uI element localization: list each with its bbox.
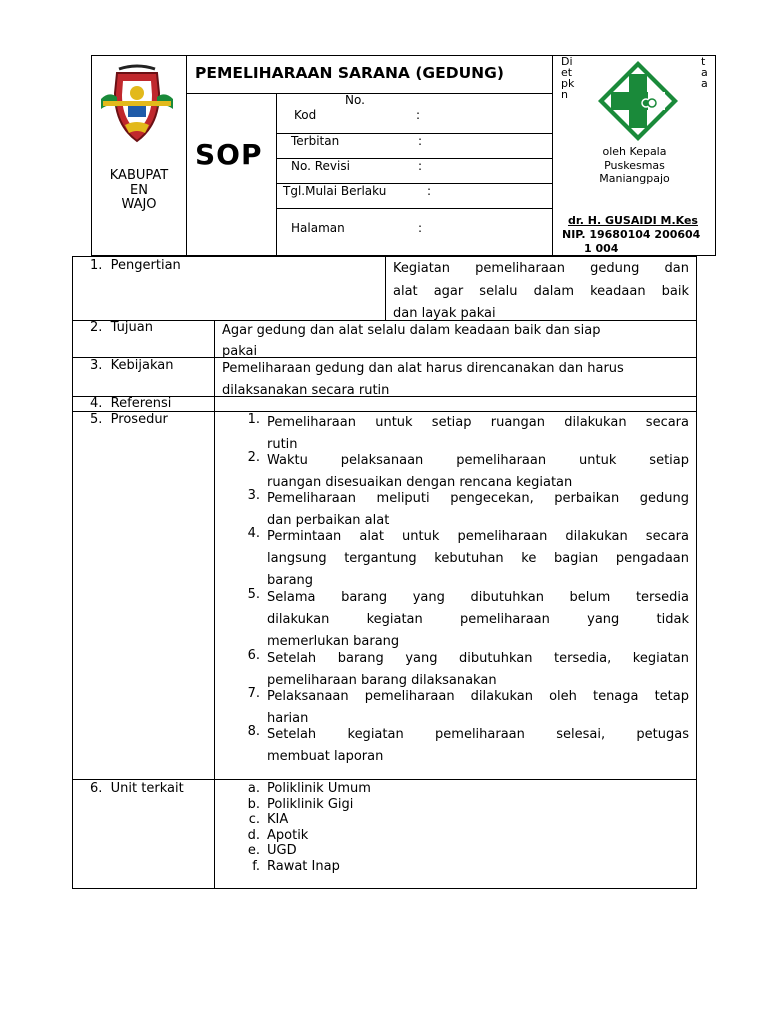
field-tgl-colon: : xyxy=(427,184,432,198)
list-item: 7. Pelaksanaan pemeliharaan dilakukan oleh tenaga tetap harian xyxy=(247,686,689,726)
kebijakan-label: 3. Kebijakan xyxy=(90,358,174,373)
field-halaman-label: Halaman xyxy=(291,221,345,235)
list-item: 1. Pemeliharaan untuk setiap ruangan dilakukan secara rutin xyxy=(247,412,689,452)
field-kode-label: Kod xyxy=(294,108,317,122)
tujuan-text: Agar gedung dan alat selalu dalam keadaan baik dan siap pakai xyxy=(222,323,601,359)
field-terbitan-label: Terbitan xyxy=(291,134,340,148)
approval-text-left: Di et pk n xyxy=(561,55,575,101)
field-halaman-colon: : xyxy=(418,221,423,235)
unit-terkait-label: 6. Unit terkait xyxy=(90,781,184,796)
puskesmas-logo xyxy=(597,60,679,142)
list-item: 2. Waktu pelaksanaan pemeliharaan untuk setiap ruangan disesuaikan dengan rencana kegiatan xyxy=(247,450,689,490)
document-title: PEMELIHARAAN SARANA (GEDUNG) xyxy=(195,64,504,82)
list-item: 5. Selama barang yang dibutuhkan belum tersedia dilakukan kegiatan pemeliharaan yang tidak memerlukan barang xyxy=(247,587,689,649)
list-item: 6. Setelah barang yang dibutuhkan tersedia, kegiatan pemeliharaan barang dilaksanakan xyxy=(247,648,689,688)
list-item: 8. Setelah kegiatan pemeliharaan selesai, petugas membuat laporan xyxy=(247,724,689,764)
field-tgl-label: Tgl.Mulai Berlaku xyxy=(283,184,387,198)
list-item: b. Poliklinik Gigi xyxy=(247,796,354,812)
list-item: c. KIA xyxy=(248,812,289,827)
field-revisi-label: No. Revisi xyxy=(291,159,350,173)
tujuan-label: 2. Tujuan xyxy=(90,320,153,335)
list-item: 4. Permintaan alat untuk pemeliharaan dilakukan secara langsung tergantung kebutuhan ke bagian pengadaan barang xyxy=(247,526,689,588)
signatory-nip: NIP. 19680104 200604 1 004 xyxy=(562,228,701,255)
list-item: 3. Pemeliharaan meliputi pengecekan, perbaikan gedung dan perbaikan alat xyxy=(247,488,689,528)
list-item: e. UGD xyxy=(247,843,297,858)
pengertian-label: 1. Pengertian xyxy=(90,258,181,273)
list-item: f. Rawat Inap xyxy=(252,858,340,874)
regency-name: KABUPAT EN WAJO xyxy=(109,168,169,212)
list-item: a. Poliklinik Umum xyxy=(247,781,371,796)
field-kode-colon: : xyxy=(416,108,421,122)
field-revisi-colon: : xyxy=(418,159,423,173)
referensi-label: 4. Referensi xyxy=(90,396,172,411)
wajo-emblem-logo xyxy=(95,63,179,147)
sop-label: SOP xyxy=(195,138,263,171)
approved-by: oleh Kepala Puskesmas Maniangpajo xyxy=(599,145,670,185)
list-item: d. Apotik xyxy=(247,827,309,843)
unit-terkait-list xyxy=(236,781,536,874)
kebijakan-text: Pemeliharaan gedung dan alat harus direncanakan dan harus dilaksanakan secara rutin xyxy=(222,361,624,398)
prosedur-label: 5. Prosedur xyxy=(90,412,168,427)
approval-text-right: t a a xyxy=(701,55,708,90)
signatory-name: dr. H. GUSAIDI M.Kes xyxy=(568,214,698,227)
pengertian-text: Kegiatan pemeliharaan gedung dan alat agar selalu dalam keadaan baik dan layak pakai xyxy=(393,261,689,321)
prosedur-list xyxy=(236,412,689,768)
field-terbitan-colon: : xyxy=(418,134,423,148)
field-no-top: No. xyxy=(345,93,365,107)
